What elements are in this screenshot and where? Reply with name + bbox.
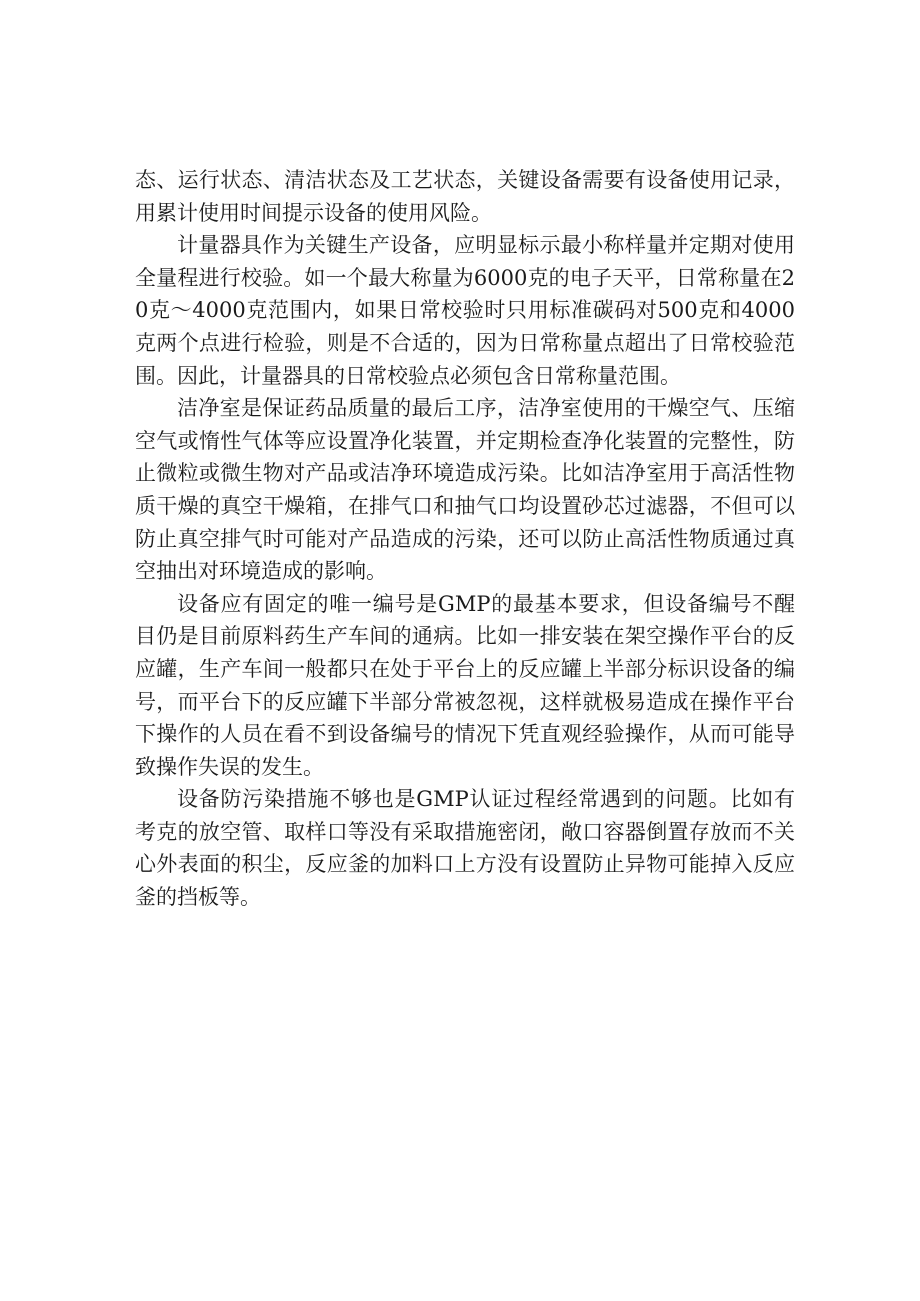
paragraph-contamination-prevention: 设备防污染措施不够也是GMP认证过程经常遇到的问题。比如有考克的放空管、取样口等没有采取措施密闭，敞口容器倒置存放而不关心外表面的积尘，反应釜的加料口上方没有设置防止异物可能掉入反应釜的挡板等。 (135, 787, 795, 910)
paragraph-measuring-instruments: 计量器具作为关键生产设备，应明显标示最小称样量并定期对使用全量程进行校验。如一个最大称量为6000克的电子天平，日常称量在20克～4000克范围内，如果日常校验时只用标准碳码对500克和4000克两个点进行检验，则是不合适的，因为日常称量点超出了日常校验范围。因此，计量器具的日常校验点必须包含日常称量范围。 (135, 233, 795, 388)
paragraph-equipment-numbering: 设备应有固定的唯一编号是GMP的最基本要求，但设备编号不醒目仍是目前原料药生产车间的通病。比如一排安装在架空操作平台的反应罐，生产车间一般都只在处于平台上的反应罐上半部分标识设备的编号，而平台下的反应罐下半部分常被忽视，这样就极易造成在操作平台下操作的人员在看不到设备编号的情况下凭直观经验操作，从而可能导致操作失误的发生。 (135, 591, 795, 779)
paragraph-clean-room: 洁净室是保证药品质量的最后工序，洁净室使用的干燥空气、压缩空气或惰性气体等应设置净化装置，并定期检查净化装置的完整性，防止微粒或微生物对产品或洁净环境造成污染。比如洁净室用于高活性物质干燥的真空干燥箱，在排气口和抽气口均设置砂芯过滤器，不但可以防止真空排气时可能对产品造成的污染，还可以防止高活性物质通过真空抽出对环境造成的影响。 (135, 396, 795, 584)
document-body (135, 164, 795, 914)
paragraph-continued: 态、运行状态、清洁状态及工艺状态，关键设备需要有设备使用记录，用累计使用时间提示设备的使用风险。 (135, 168, 795, 225)
